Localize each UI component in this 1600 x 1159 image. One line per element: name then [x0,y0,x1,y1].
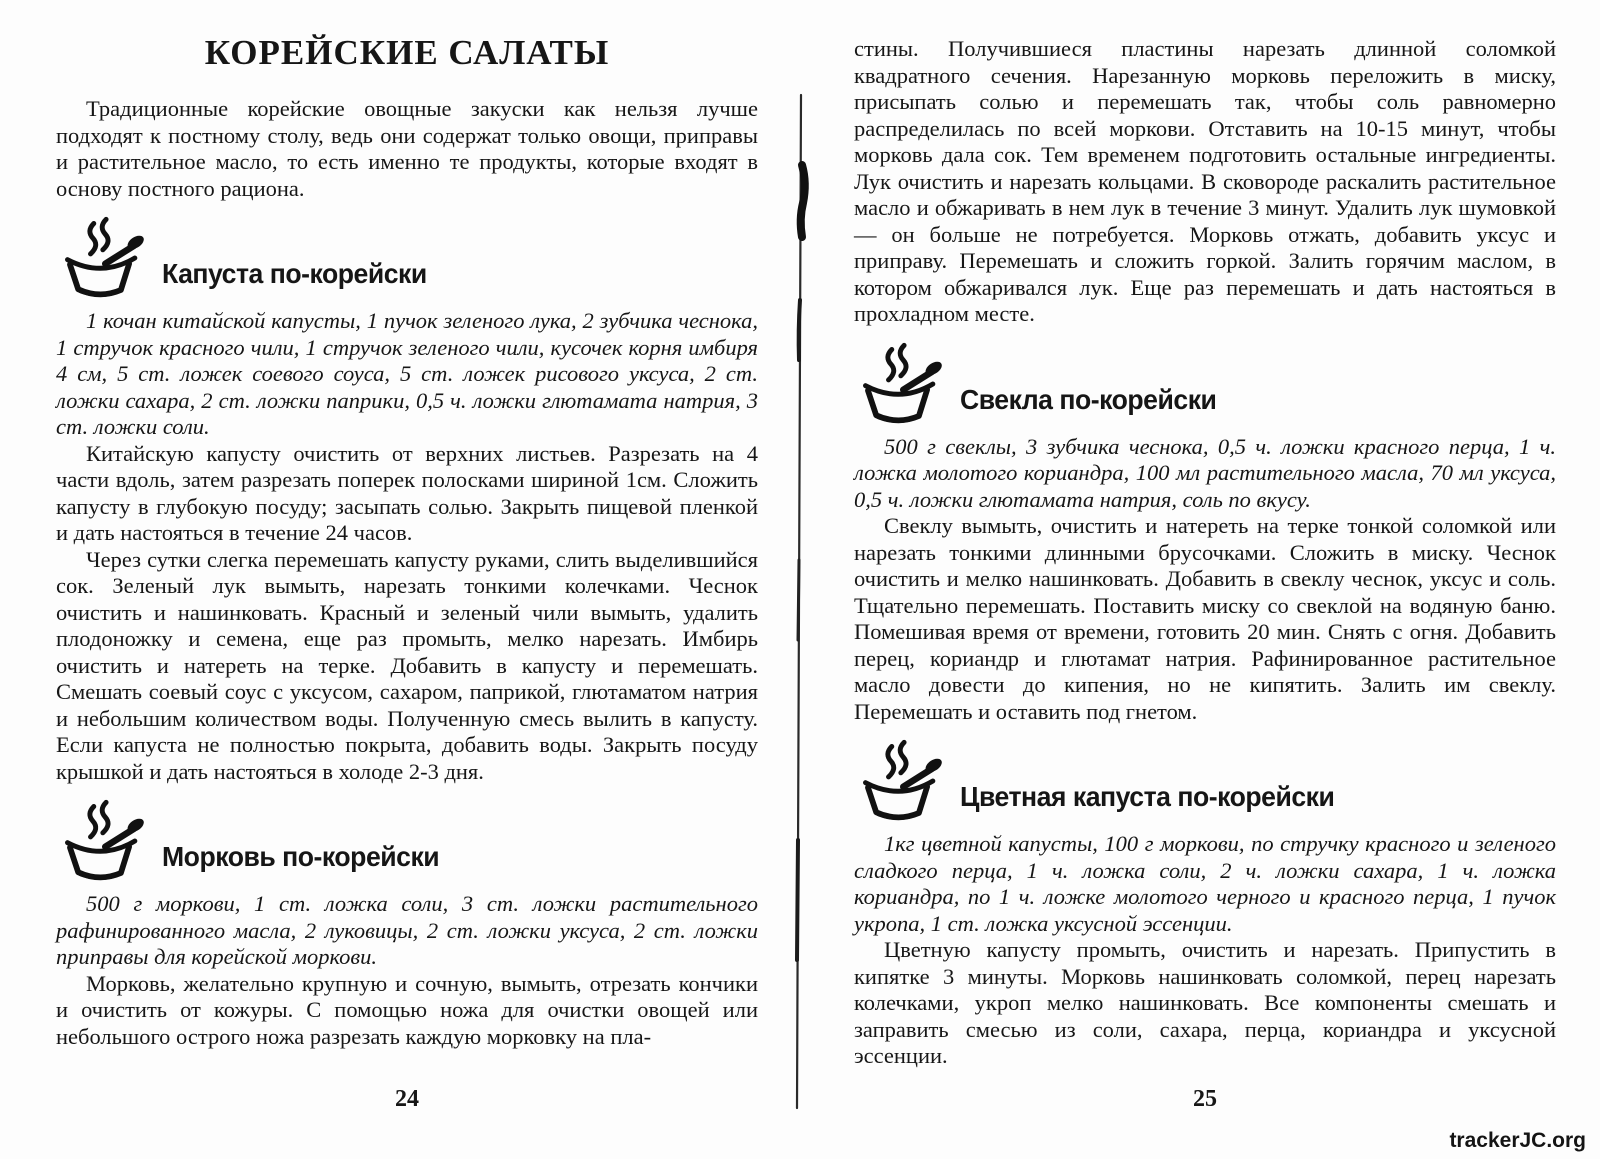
continuation-paragraph: стины. Получившиеся пластины нарезать длинной соломкой квадратного сечения. Нарезанную морковь переложить в миску, присыпать солью и перемешать так, чтобы соль равномерно распределилась по всей моркови. Отставить на 10-15 минут, чтобы морковь дала сок. Тем временем подготовить остальные ингредиенты. Лук очистить и нарезать кольцами. В сковороде раскалить растительное масло и обжаривать в нем лук в течение 3 минут. Удалить лук шумовкой — он больше не потребуется. Морковь отжать, добавить уксус и приправу. Перемешать и сложить горкой. Залить горячим маслом, в котором обжаривался лук. Еще раз перемешать и дать настояться в прохладном месте. [854,36,1556,326]
recipe-title: Морковь по-корейски [162,841,440,872]
recipe-block [56,797,758,1050]
page-number-right: 25 [1193,1086,1217,1112]
recipe-block [854,737,1556,1070]
recipe-block [854,340,1556,726]
steaming-bowl-icon [56,216,148,300]
watermark: trackerJC.org [1449,1129,1586,1152]
page-right [854,36,1556,1070]
ingredients-paragraph: 500 г моркови, 1 ст. ложка соли, 3 ст. ложки растительного рафинированного масла, 2 луковицы, 2 ст. ложки уксуса, 2 ст. ложки приправы для корейской моркови. [56,891,758,969]
recipe-title: Свекла по-корейски [960,383,1217,415]
page-left [56,32,758,1050]
step-paragraph: Цветную капусту промыть, очистить и нарезать. Припустить в кипятке 3 минуты. Морковь нашинковать соломкой, перец нарезать колечками, укроп мелко нашинковать. Все компоненты смешать и заправить смесью из соли, сахара, перца, кориандра и уксусной эссенции. [854,937,1556,1068]
ingredients-paragraph: 1 кочан китайской капусты, 1 пучок зеленого лука, 2 зубчика чеснока, 1 стручок красного чили, 1 стручок зеленого чили, кусочек корня имбиря 4 см, 5 ст. ложек соевого соуса, 5 ст. ложек рисового уксуса, 2 ст. ложки сахара, 2 ст. ложки паприки, 0,5 ч. ложки глютамата натрия, 3 ст. ложки соли. [56,308,758,439]
steaming-bowl-icon [854,342,946,426]
recipe-block [56,214,758,785]
page-number-left: 24 [395,1086,419,1112]
step-paragraph: Свеклу вымыть, очистить и натереть на терке тонкой соломкой или нарезать тонкими длинными брусочками. Сложить в миску. Чеснок очистить и мелко нашинковать. Добавить в свеклу чеснок, уксус и соль. Тщательно перемешать. Поставить миску со свеклой на водяную баню. Помешивая время от времени, готовить 20 мин. Снять с огня. Добавить перец, кориандр и глютамат натрия. Рафинированное растительное масло довести до кипения, но не кипятить. Залить им свеклу. Перемешать и оставить под гнетом. [854,513,1556,724]
step-paragraph: Морковь, желательно крупную и сочную, вымыть, отрезать кончики и очистить от кожуры. С помощью ножа для очистки овощей или небольшого острого ножа разрезать каждую морковку на пла- [56,970,758,1049]
ingredients-paragraph: 500 г свеклы, 3 зубчика чеснока, 0,5 ч. ложки красного перца, 1 ч. ложка молотого кориандра, 100 мл растительного масла, 70 мл уксуса, 0,5 ч. ложки глютамата натрия, соль по вкусу. [854,433,1556,512]
recipe-title: Цветная капуста по-корейски [960,781,1335,812]
recipe-heading-row [854,737,1556,823]
step-paragraph: Китайскую капусту очистить от верхних листьев. Разрезать на 4 части вдоль, затем разрезать поперек полосками шириной 1см. Сложить капусту в глубокую посуду; засыпать солью. Закрыть пищевой пленкой и дать настояться в течение 24 часов. [56,440,758,545]
step-paragraph: Через сутки слегка перемешать капусту руками, слить выделившийся сок. Зеленый лук вымыть, нарезать тонкими колечками. Чеснок очистить и нашинковать. Красный и зеленый чили вымыть, удалить плодоножку и семена, еще раз промыть, мелко нарезать. Имбирь очистить и натереть на терке. Добавить в капусту и перемешать. Смешать соевый соус с уксусом, сахаром, паприкой, глютаматом натрия и небольшим количеством воды. Полученную смесь вылить в капусту. Если капуста не полностью покрыта, добавить воды. Закрыть посуду крышкой и дать настояться в холоде 2-3 дня. [56,546,758,784]
recipe-title: Капуста по-корейски [162,258,427,289]
intro-paragraph: Традиционные корейские овощные закуски как нельзя лучше подходят к постному столу, ведь они содержат только овощи, приправы и растительное масло, то есть именно те продукты, которые входят в основу постного рациона. [56,96,758,201]
recipe-heading-row [56,797,758,883]
ingredients-paragraph: 1кг цветной капусты, 100 г моркови, по стручку красного и зеленого сладкого перца, 1 ч. ложка соли, 2 ч. ложки сахара, 1 ч. ложка кориандра, по 1 ч. ложке молотого черного и красного перца, 1 пучок укропа, 1 ст. ложка уксусной эссенции. [854,831,1556,936]
recipe-heading-row [56,214,758,300]
steaming-bowl-icon [854,739,946,823]
recipe-heading-row [854,340,1556,426]
steaming-bowl-icon [56,799,148,883]
chapter-title: КОРЕЙСКИЕ САЛАТЫ [204,33,610,72]
